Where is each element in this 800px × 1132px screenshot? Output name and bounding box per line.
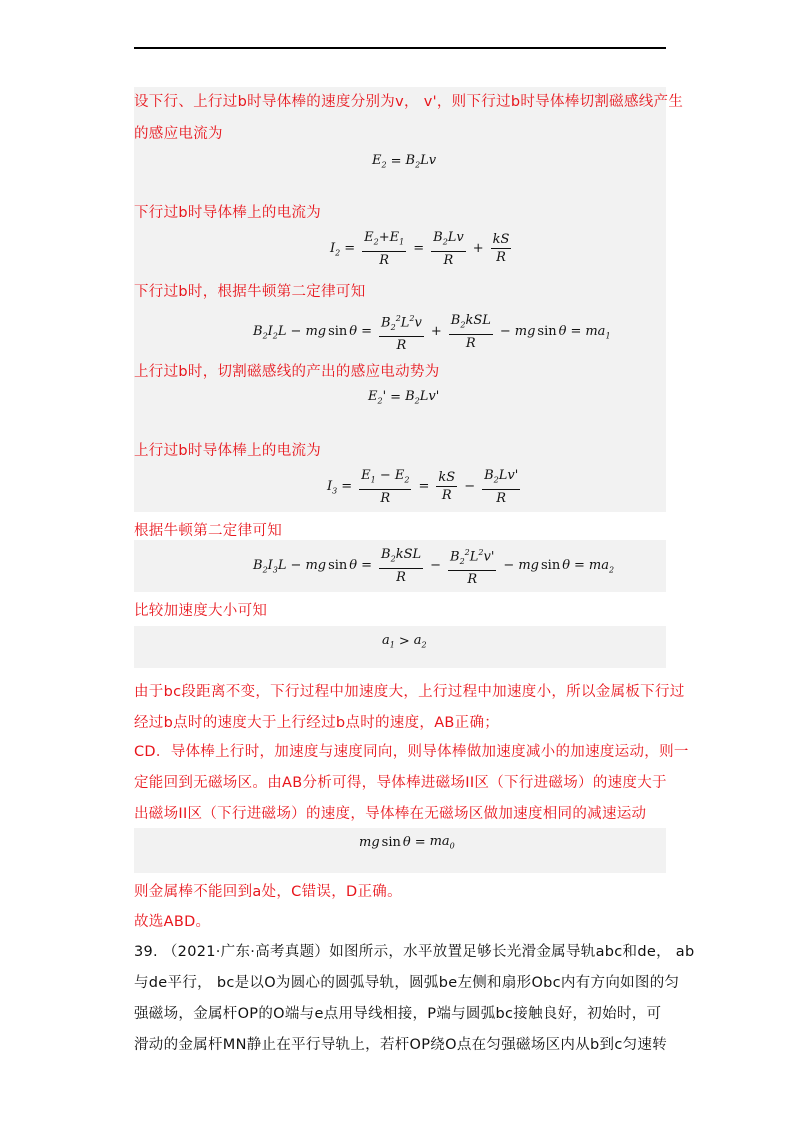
text-line: 设下行、上行过b时导体棒的速度分别为v， v'，则下行过b时导体棒切割磁感线产生 xyxy=(134,94,684,110)
text-line: 的感应电流为 xyxy=(134,126,223,142)
text-line: 出磁场II区（下行进磁场）的速度，导体棒在无磁场区做加速度相同的减速运动 xyxy=(134,806,647,822)
equation-e6: $B_2I_3L$ − mg sin θ = $\frac{B_2kSL}{R}$ − $\frac{B_2^2L^2v'}{R}$ − mg sin θ = $ma_2$ xyxy=(253,545,614,587)
text-line: 则金属棒不能回到a处，C错误，D正确。 xyxy=(134,884,402,900)
text-line: 上行过b时，切割磁感线的产出的感应电动势为 xyxy=(134,364,440,380)
question-39-line: 39. （2021·广东·高考真题）如图所示，水平放置足够长光滑金属导轨abc和de， ab xyxy=(134,944,695,960)
equation-e3: $B_2I_2L$ − mg sin θ = $\frac{B_2^2L^2v}{R}$ + $\frac{B_2kSL}{R}$ − mg sin θ = $ma_1$ xyxy=(253,311,611,353)
text-line: 故选ABD。 xyxy=(134,914,211,930)
text-line: CD．导体棒上行时，加速度与速度同向，则导体棒做加速度减小的加速度运动，则一 xyxy=(134,744,689,760)
text-line: 由于bc段距离不变，下行过程中加速度大，上行过程中加速度小，所以金属板下行过 xyxy=(134,684,685,700)
equation-e7: $a_1$ > $a_2$ xyxy=(382,633,427,650)
question-39-line: 滑动的金属杆MN静止在平行导轨上，若杆OP绕O点在匀强磁场区内从b到c匀速转 xyxy=(134,1037,668,1053)
text-line: 下行过b时导体棒上的电流为 xyxy=(134,205,322,221)
question-39-line: 强磁场，金属杆OP的O端与e点用导线相接，P端与圆弧bc接触良好，初始时，可 xyxy=(134,1006,662,1022)
text-line: 定能回到无磁场区。由AB分析可得，导体棒进磁场II区（下行进磁场）的速度大于 xyxy=(134,775,667,791)
text-line: 上行过b时导体棒上的电流为 xyxy=(134,443,322,459)
equation-e4: $E_2'$ = $B_2Lv'$ xyxy=(368,389,440,406)
header-rule xyxy=(134,47,666,49)
text-line: 下行过b时，根据牛顿第二定律可知 xyxy=(134,284,366,300)
text-line: 经过b点时的速度大于上行经过b点时的速度，AB正确； xyxy=(134,715,500,731)
text-line: 根据牛顿第二定律可知 xyxy=(134,523,282,539)
equation-e8: mg sin θ = $ma_0$ xyxy=(359,834,455,851)
text-line: 比较加速度大小可知 xyxy=(134,603,268,619)
question-39-line: 与de平行， bc是以O为圆心的圆弧导轨，圆弧be左侧和扇形Obc内有方向如图的匀 xyxy=(134,975,680,991)
equation-e5: $I_3$ = $\frac{E_1 - E_2}{R}$ = $\frac{kS}{R}$ − $\frac{B_2Lv'}{R}$ xyxy=(327,468,519,506)
equation-e1: $E_2$ = $B_2Lv$ xyxy=(372,153,437,170)
equation-e2: $I_2$ = $\frac{E_2+E_1}{R}$ = $\frac{B_2Lv}{R}$ + $\frac{kS}{R}$ xyxy=(330,230,510,268)
